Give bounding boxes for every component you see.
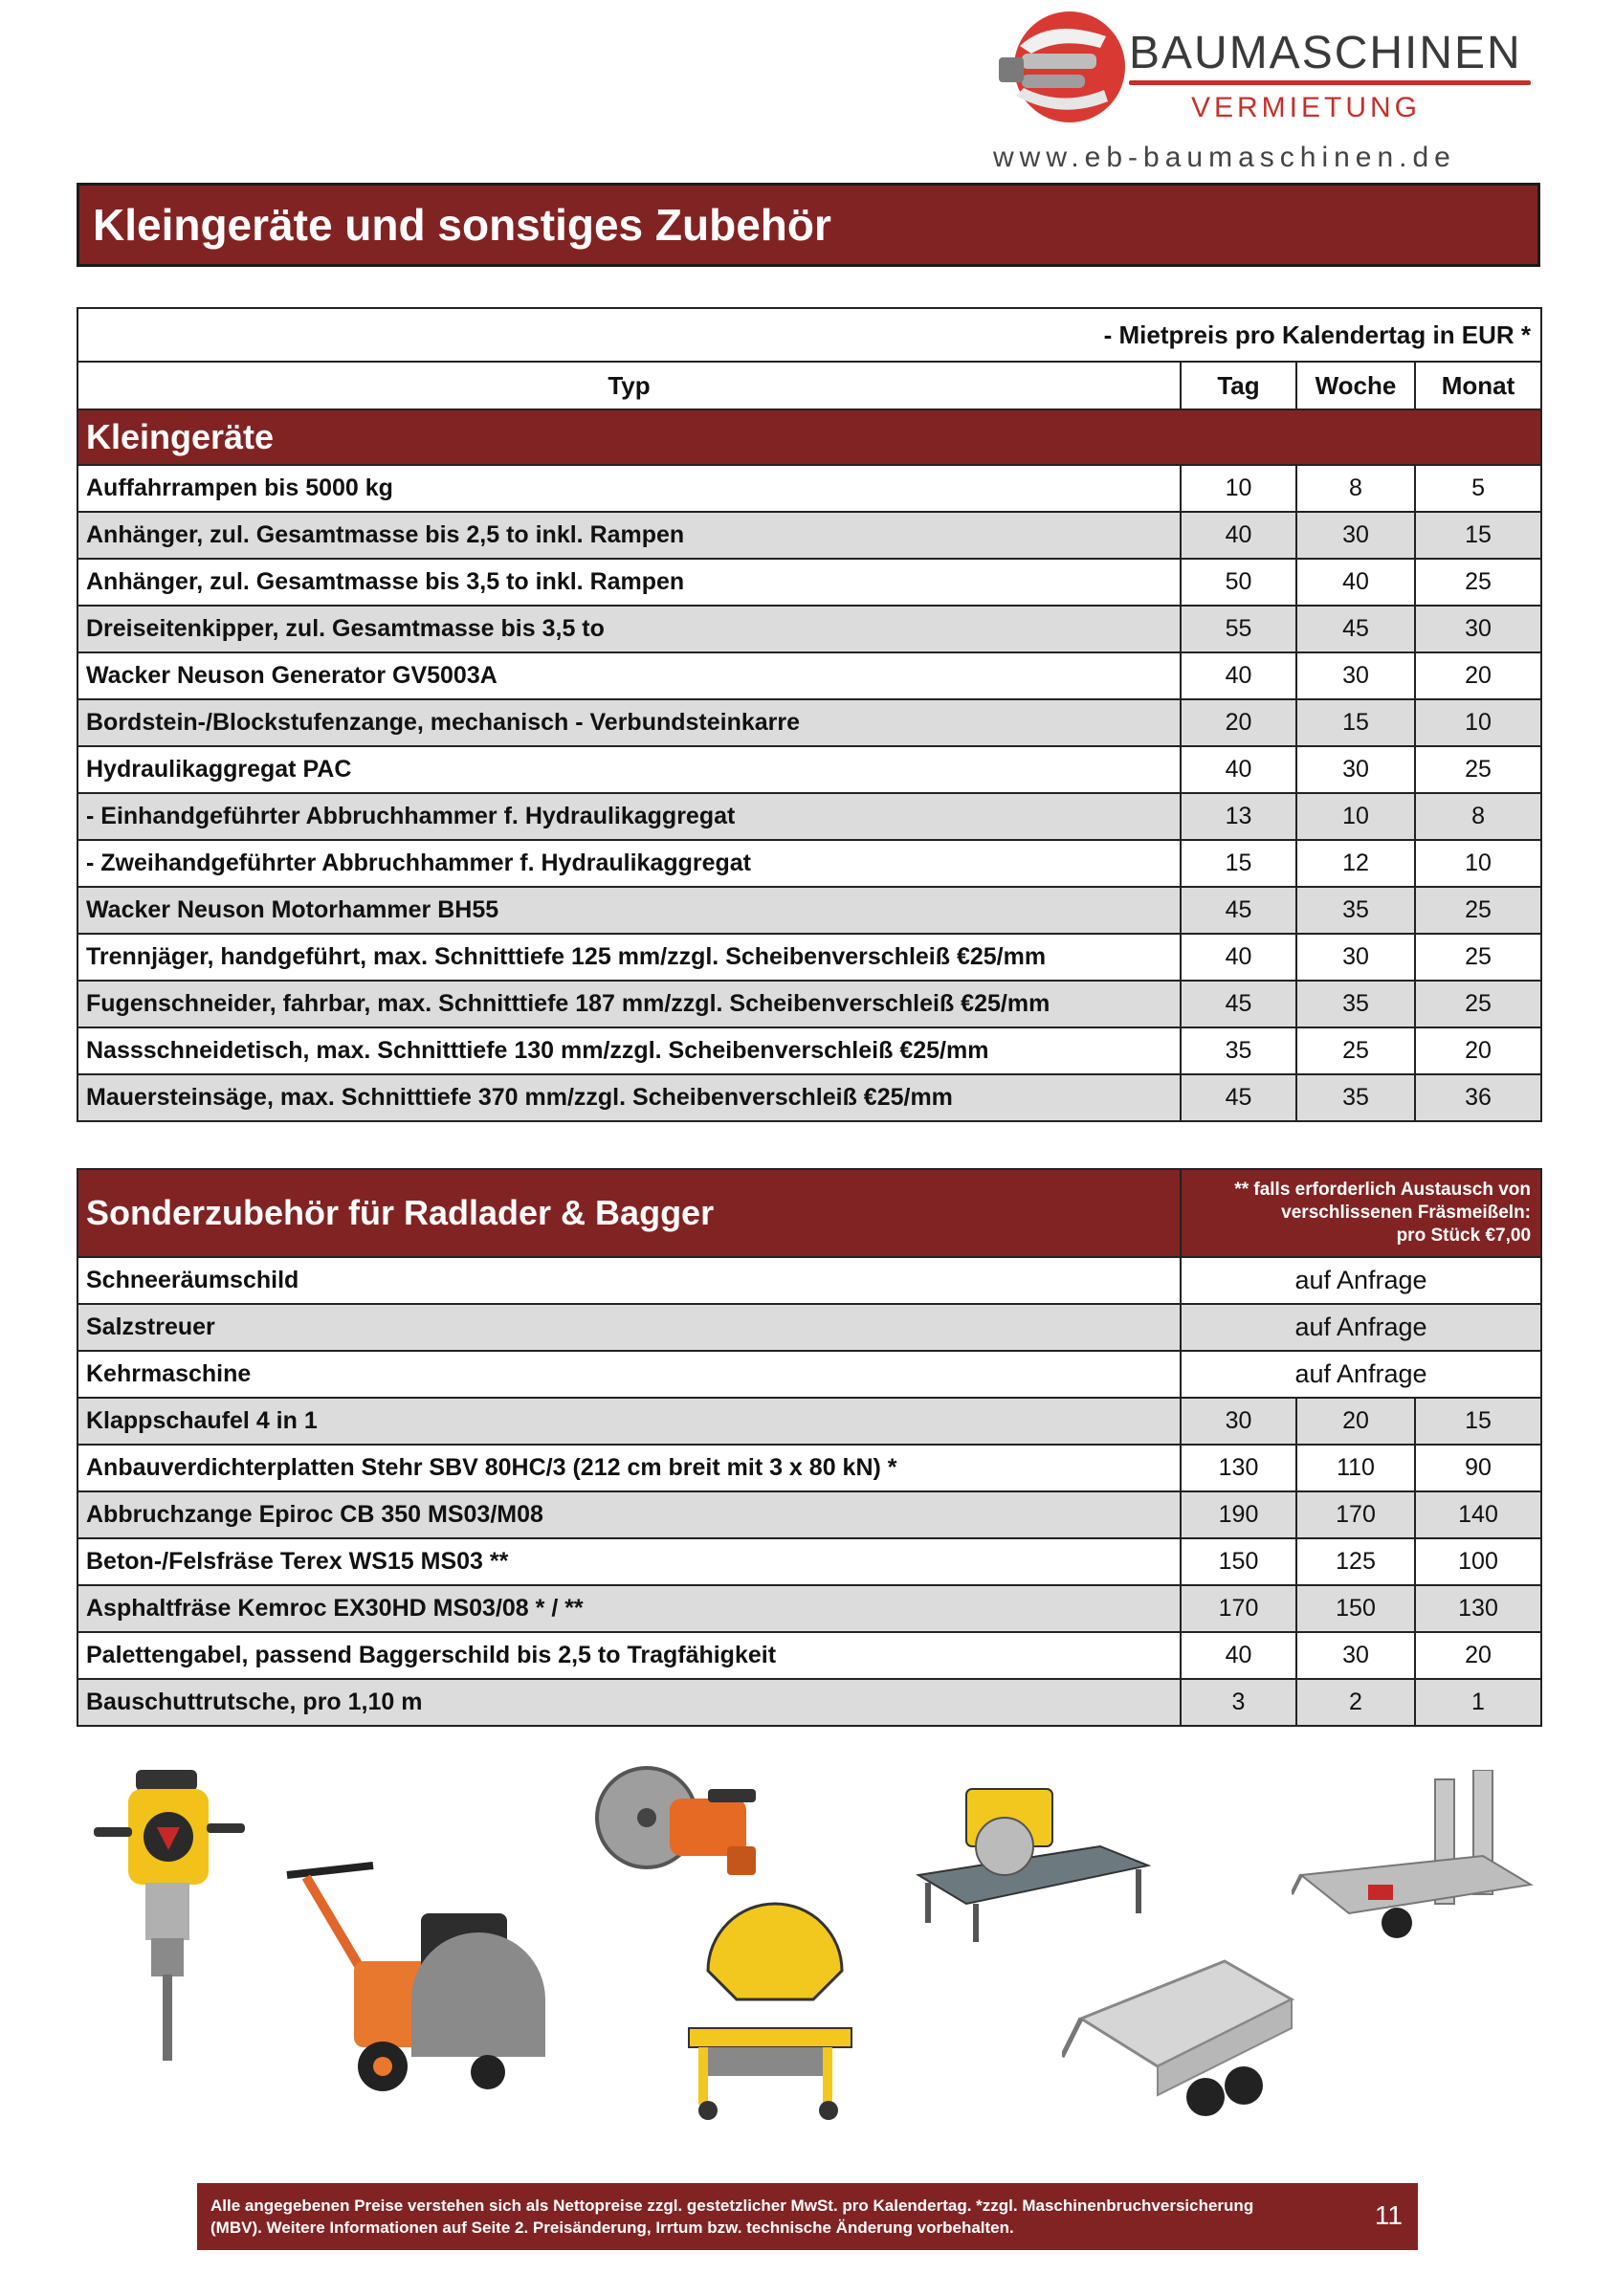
price-monat: 36 [1415,1074,1541,1121]
item-name: Bordstein-/Blockstufenzange, mechanisch - Verbundsteinkarre [77,699,1181,746]
table-row [77,981,1541,1027]
item-name: Asphaltfräse Kemroc EX30HD MS03/08 * / ** [77,1585,1181,1632]
price-monat: 5 [1415,465,1541,512]
column-header-typ: Typ [77,362,1181,409]
item-name: Anhänger, zul. Gesamtmasse bis 3,5 to inkl. Rampen [77,559,1181,606]
price-monat: 25 [1415,559,1541,606]
section-title-sonderzubehoer: Sonderzubehör für Radlader & Bagger [77,1169,1181,1257]
price-tag: 45 [1181,981,1296,1027]
price-woche: 35 [1296,1074,1415,1121]
price-tag: 40 [1181,512,1296,559]
price-monat: 1 [1415,1679,1541,1726]
note-line: verschlissenen Fräsmeißeln: [1281,1203,1532,1223]
item-name: Anhänger, zul. Gesamtmasse bis 2,5 to inkl. Rampen [77,512,1181,559]
item-name: - Einhandgeführter Abbruchhammer f. Hydraulikaggregat [77,793,1181,840]
price-tag: 15 [1181,840,1296,887]
price-tag: 45 [1181,1074,1296,1121]
price-woche: 20 [1296,1398,1415,1445]
price-woche: 2 [1296,1679,1415,1726]
item-name: Salzstreuer [77,1304,1181,1351]
item-name: Bauschuttrutsche, pro 1,10 m [77,1679,1181,1726]
price-monat: 100 [1415,1538,1541,1585]
price-tag: 30 [1181,1398,1296,1445]
table-row [77,1445,1541,1491]
price-woche: 15 [1296,699,1415,746]
footer-line: (MBV). Weitere Informationen auf Seite 2. Preisänderung, Irrtum bzw. technische Änderung vorbehalten. [210,2219,1014,2237]
table-row [77,1538,1541,1585]
price-monat: 15 [1415,1398,1541,1445]
price-woche: 45 [1296,606,1415,652]
table-row [77,606,1541,652]
price-woche: 40 [1296,559,1415,606]
trennjaeger-image [593,1751,765,1894]
price-monat: 130 [1415,1585,1541,1632]
price-tag: 45 [1181,887,1296,934]
price-woche: 35 [1296,887,1415,934]
price-woche: 30 [1296,512,1415,559]
item-name: Hydraulikaggregat PAC [77,746,1181,793]
table-row [77,1679,1541,1726]
price-tag: 50 [1181,559,1296,606]
item-name: Mauersteinsäge, max. Schnitttiefe 370 mm/zzgl. Scheibenverschleiß €25/mm [77,1074,1181,1121]
dreiseitenkipper-image [1062,1942,1301,2124]
price-woche: 10 [1296,793,1415,840]
logo-subtitle: VERMIETUNG [1191,92,1422,123]
price-monat: 8 [1415,793,1541,840]
item-name: Fugenschneider, fahrbar, max. Schnitttiefe 187 mm/zzgl. Scheibenverschleiß €25/mm [77,981,1181,1027]
price-monat: 10 [1415,699,1541,746]
price-monat: 140 [1415,1491,1541,1538]
table-row [77,465,1541,512]
item-name: Palettengabel, passend Baggerschild bis 2,5 to Tragfähigkeit [77,1632,1181,1679]
note-line: ** falls erforderlich Austausch von [1234,1180,1532,1200]
item-name: Abbruchzange Epiroc CB 350 MS03/M08 [77,1491,1181,1538]
anhaenger-image [1292,1770,1540,1961]
nassschneidetisch-image [909,1770,1158,1961]
fugenschneider-image [268,1856,574,2105]
table-row [77,512,1541,559]
item-name: Beton-/Felsfräse Terex WS15 MS03 ** [77,1538,1181,1585]
price-monat: 25 [1415,746,1541,793]
price-woche: 150 [1296,1585,1415,1632]
table-row [77,1351,1541,1398]
price-monat: 25 [1415,887,1541,934]
price-woche: 25 [1296,1027,1415,1074]
table-row [77,1257,1541,1304]
price-tag: 13 [1181,793,1296,840]
table-row [77,652,1541,699]
table-row [77,1074,1541,1121]
price-woche: 170 [1296,1491,1415,1538]
company-logo [985,6,1540,173]
price-on-request: auf Anfrage [1181,1257,1541,1304]
price-woche: 8 [1296,465,1415,512]
price-woche: 12 [1296,840,1415,887]
table-row [77,699,1541,746]
product-images [77,1751,1540,2124]
price-tag: 10 [1181,465,1296,512]
table-row [77,1398,1541,1445]
page-number: 11 [1374,2200,1403,2230]
column-header-woche: Woche [1296,362,1415,409]
price-tag: 35 [1181,1027,1296,1074]
price-woche: 30 [1296,746,1415,793]
table-row [77,887,1541,934]
table-row [77,746,1541,793]
table-row [77,1491,1541,1538]
price-monat: 20 [1415,1632,1541,1679]
price-on-request: auf Anfrage [1181,1351,1541,1398]
eb-logo-icon [993,8,1137,137]
footer-bar [197,2183,1418,2250]
price-on-request: auf Anfrage [1181,1304,1541,1351]
price-tag: 190 [1181,1491,1296,1538]
table-row [77,1304,1541,1351]
price-tag: 40 [1181,746,1296,793]
price-woche: 30 [1296,934,1415,981]
price-tag: 40 [1181,934,1296,981]
table-row [77,793,1541,840]
logo-divider [1129,80,1531,85]
price-tag: 170 [1181,1585,1296,1632]
price-tag: 3 [1181,1679,1296,1726]
mauersteinsaege-image [670,1894,861,2124]
item-name: Kehrmaschine [77,1351,1181,1398]
table-row [77,1632,1541,1679]
footer-line: Alle angegebenen Preise verstehen sich als Nettopreise zzgl. gestetzlicher MwSt. pro Kalendertag. *zzgl. Maschinenbruchversicherung [210,2197,1254,2215]
price-woche: 30 [1296,1632,1415,1679]
column-header-tag: Tag [1181,362,1296,409]
price-monat: 15 [1415,512,1541,559]
price-woche: 125 [1296,1538,1415,1585]
price-monat: 25 [1415,981,1541,1027]
price-tag: 55 [1181,606,1296,652]
note-line: pro Stück €7,00 [1396,1225,1532,1246]
item-name: Schneeräumschild [77,1257,1181,1304]
footer-disclaimer [210,2195,1263,2239]
price-note: - Mietpreis pro Kalendertag in EUR * [77,308,1541,362]
price-monat: 20 [1415,1027,1541,1074]
table-row [77,1585,1541,1632]
kleingeraete-price-table [77,307,1542,1122]
table-row [77,1027,1541,1074]
table-row [77,840,1541,887]
price-woche: 35 [1296,981,1415,1027]
item-name: Anbauverdichterplatten Stehr SBV 80HC/3 (212 cm breit mit 3 x 80 kN) * [77,1445,1181,1491]
price-tag: 20 [1181,699,1296,746]
fraesmeissel-note [1181,1169,1541,1257]
item-name: Auffahrrampen bis 5000 kg [77,465,1181,512]
website-url[interactable]: www.eb-baumaschinen.de [993,142,1456,173]
column-header-monat: Monat [1415,362,1541,409]
price-tag: 40 [1181,652,1296,699]
price-monat: 20 [1415,652,1541,699]
price-monat: 90 [1415,1445,1541,1491]
page-title: Kleingeräte und sonstiges Zubehör [77,183,1540,267]
item-name: Trennjäger, handgeführt, max. Schnitttiefe 125 mm/zzgl. Scheibenverschleiß €25/mm [77,934,1181,981]
logo-title: BAUMASCHINEN [1129,28,1522,78]
item-name: - Zweihandgeführter Abbruchhammer f. Hydraulikaggregat [77,840,1181,887]
item-name: Klappschaufel 4 in 1 [77,1398,1181,1445]
table-row [77,934,1541,981]
price-tag: 40 [1181,1632,1296,1679]
sonderzubehoer-price-table [77,1168,1542,1727]
price-tag: 130 [1181,1445,1296,1491]
motorhammer-image [90,1760,253,2066]
price-monat: 25 [1415,934,1541,981]
price-tag: 150 [1181,1538,1296,1585]
price-woche: 110 [1296,1445,1415,1491]
item-name: Wacker Neuson Generator GV5003A [77,652,1181,699]
item-name: Wacker Neuson Motorhammer BH55 [77,887,1181,934]
section-title-kleingeraete: Kleingeräte [77,409,1541,465]
price-woche: 30 [1296,652,1415,699]
price-monat: 30 [1415,606,1541,652]
item-name: Dreiseitenkipper, zul. Gesamtmasse bis 3,5 to [77,606,1181,652]
price-monat: 10 [1415,840,1541,887]
table-row [77,559,1541,606]
item-name: Nassschneidetisch, max. Schnitttiefe 130 mm/zzgl. Scheibenverschleiß €25/mm [77,1027,1181,1074]
